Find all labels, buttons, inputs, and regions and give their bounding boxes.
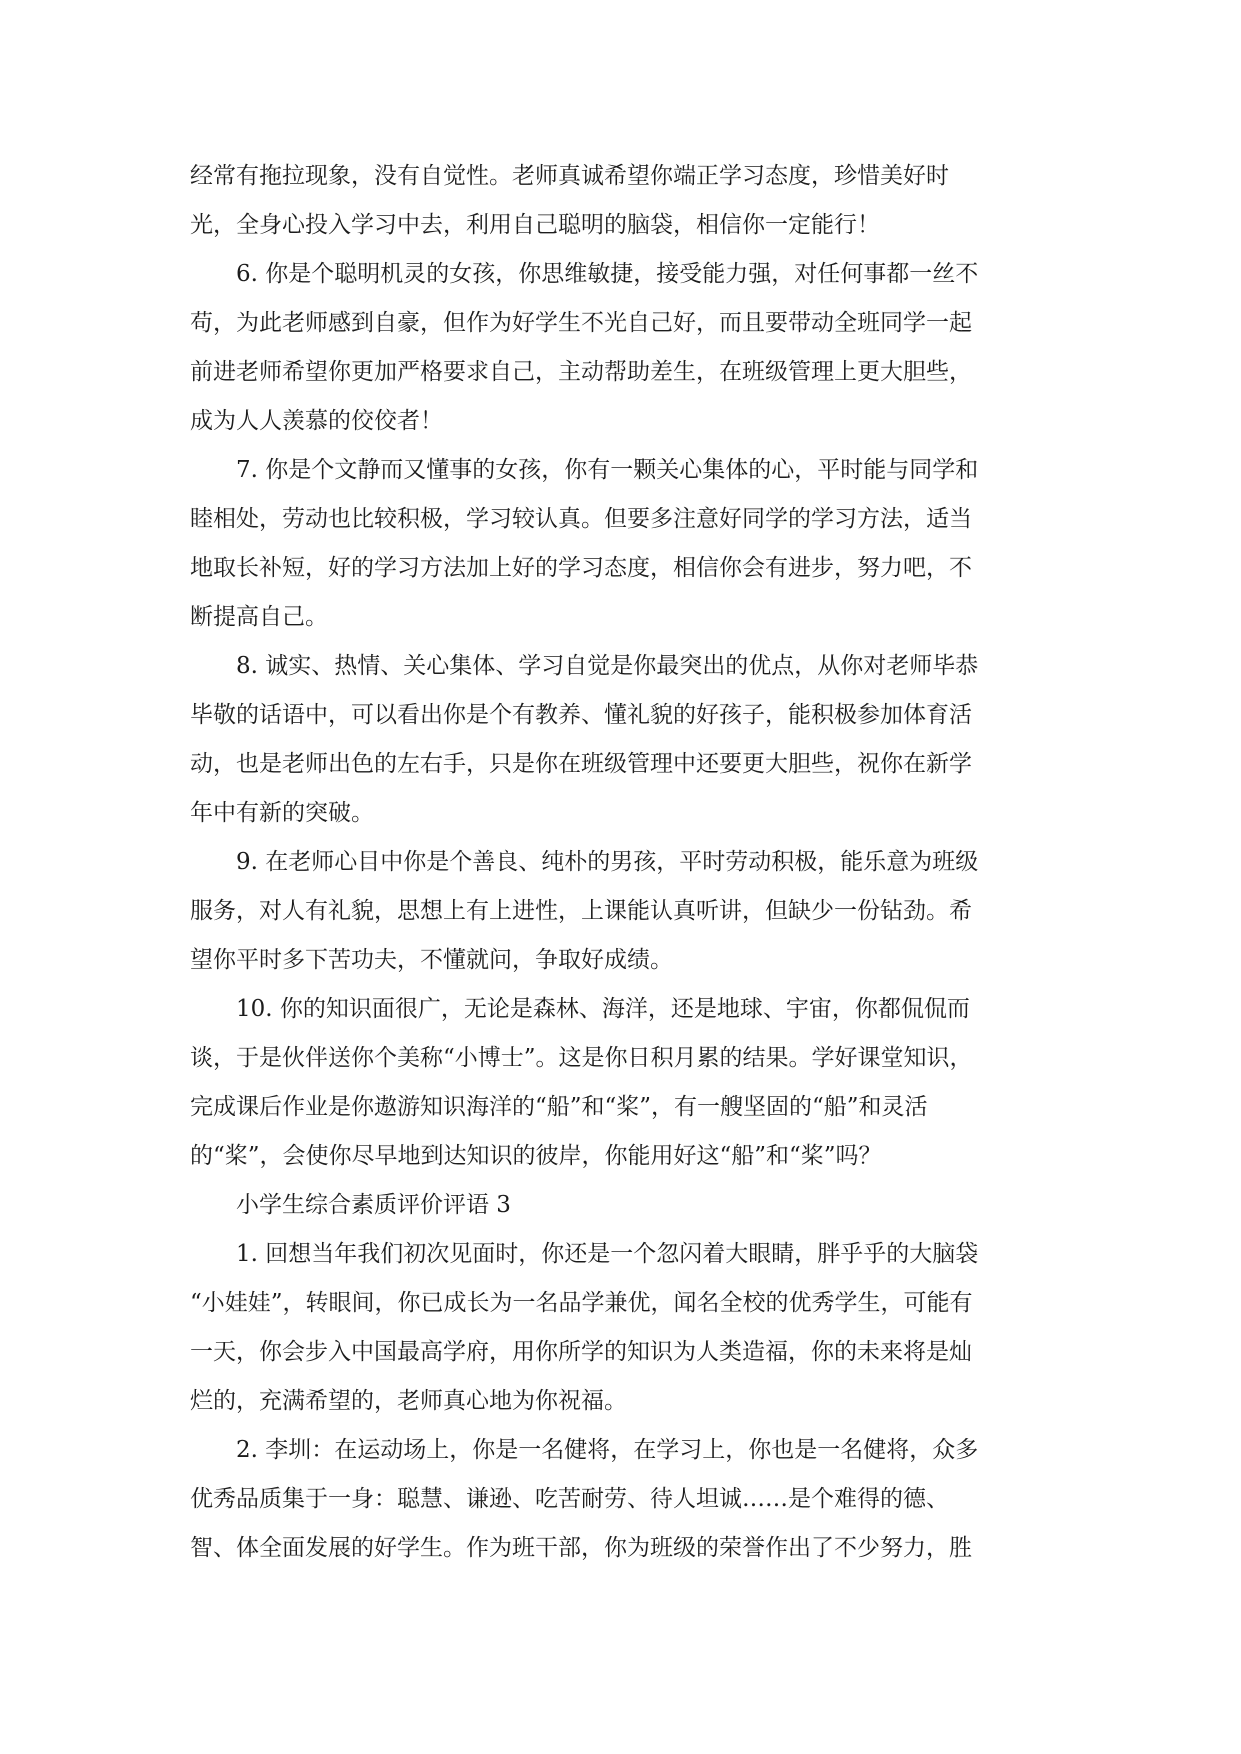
text-line: 智、体全面发展的好学生。作为班干部，你为班级的荣誉作出了不少努力，胜 — [190, 1535, 972, 1561]
text-line: 苟，为此老师感到自豪，但作为好学生不光自己好，而且要带动全班同学一起 — [190, 310, 972, 336]
text-line: 前进老师希望你更加严格要求自己，主动帮助差生，在班级管理上更大胆些， — [190, 359, 972, 385]
text-line: 光，全身心投入学习中去，利用自己聪明的脑袋，相信你一定能行！ — [190, 212, 880, 238]
text-line: 谈，于是伙伴送你个美称“小博士”。这是你日积月累的结果。学好课堂知识， — [190, 1045, 973, 1071]
text-line: 优秀品质集于一身：聪慧、谦逊、吃苦耐劳、待人坦诚……是个难得的德、 — [190, 1486, 949, 1512]
text-line: 经常有拖拉现象，没有自觉性。老师真诚希望你端正学习态度，珍惜美好时 — [190, 163, 949, 189]
text-line: 的“桨”，会使你尽早地到达知识的彼岸，你能用好这“船”和“桨”吗？ — [190, 1143, 882, 1169]
text-line: 完成课后作业是你遨游知识海洋的“船”和“桨”，有一艘坚固的“船”和灵活 — [190, 1094, 928, 1120]
text-line: “小娃娃”，转眼间，你已成长为一名品学兼优，闻名全校的优秀学生，可能有 — [190, 1290, 973, 1316]
text-line: 年中有新的突破。 — [190, 800, 374, 826]
text-line: 断提高自己。 — [190, 604, 328, 630]
text-line: 7. 你是个文静而又懂事的女孩，你有一颗关心集体的心，平时能与同学和 — [190, 457, 979, 483]
text-line: 毕敬的话语中，可以看出你是个有教养、懂礼貌的好孩子，能积极参加体育活 — [190, 702, 972, 728]
text-line: 地取长补短，好的学习方法加上好的学习态度，相信你会有进步，努力吧，不 — [190, 555, 972, 581]
text-line: 望你平时多下苦功夫，不懂就问，争取好成绩。 — [190, 947, 673, 973]
text-line: 1. 回想当年我们初次见面时，你还是一个忽闪着大眼睛，胖乎乎的大脑袋 — [190, 1241, 979, 1267]
text-line: 一天，你会步入中国最高学府，用你所学的知识为人类造福，你的未来将是灿 — [190, 1339, 972, 1365]
text-line: 烂的，充满希望的，老师真心地为你祝福。 — [190, 1388, 627, 1414]
text-line: 睦相处，劳动也比较积极，学习较认真。但要多注意好同学的学习方法，适当 — [190, 506, 972, 532]
text-line: 动，也是老师出色的左右手，只是你在班级管理中还要更大胆些，祝你在新学 — [190, 751, 972, 777]
text-line: 9. 在老师心目中你是个善良、纯朴的男孩，平时劳动积极，能乐意为班级 — [190, 849, 979, 875]
text-line: 8. 诚实、热情、关心集体、学习自觉是你最突出的优点，从你对老师毕恭 — [190, 653, 979, 679]
text-line: 2. 李圳：在运动场上，你是一名健将，在学习上，你也是一名健将，众多 — [190, 1437, 979, 1463]
text-line: 服务，对人有礼貌，思想上有上进性，上课能认真听讲，但缺少一份钻劲。希 — [190, 898, 972, 924]
text-line: 6. 你是个聪明机灵的女孩，你思维敏捷，接受能力强，对任何事都一丝不 — [190, 261, 979, 287]
document-body — [190, 152, 1052, 1573]
text-line: 10. 你的知识面很广，无论是森林、海洋，还是地球、宇宙，你都侃侃而 — [190, 996, 970, 1022]
section-heading: 小学生综合素质评价评语 3 — [190, 1192, 511, 1218]
text-line: 成为人人羡慕的佼佼者！ — [190, 408, 443, 434]
